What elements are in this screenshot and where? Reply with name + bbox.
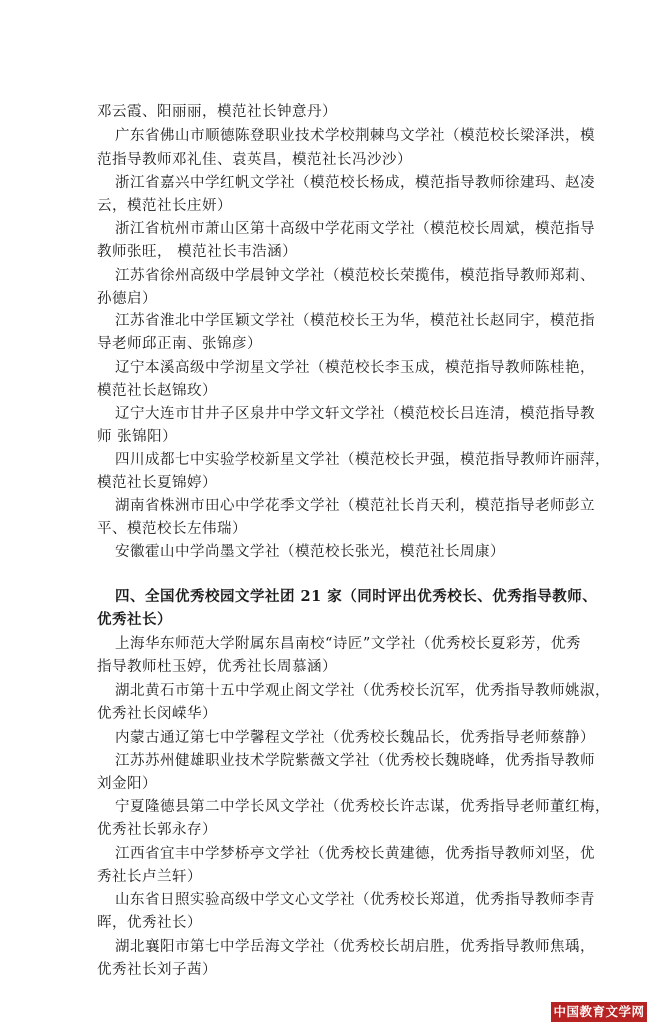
text-line: 湖南省株洲市田心中学花季文学社（模范社长肖天利，模范指导老师彭立: [115, 498, 595, 514]
text-line: 秀社长卢兰轩）: [97, 869, 202, 885]
text-line: 安徽霍山中学尚墨文学社（模范校长张光，模范社长周康）: [115, 544, 505, 560]
text-line: 辽宁本溪高级中学沏星文学社（模范校长李玉成，模范指导教师陈桂艳，: [115, 360, 595, 376]
text-line: 湖北黄石市第十五中学观止阁文学社（优秀校长沉军，优秀指导教师姚淑，: [115, 683, 610, 699]
text-line: 模范社长赵锦玫）: [97, 383, 217, 399]
text-line: 模范社长夏锦婷）: [97, 475, 217, 491]
text-line: 平、模范校长左伟瑞）: [97, 521, 247, 537]
text-line: 导老师邱正南、张锦彦）: [97, 336, 262, 352]
text-line: 广东省佛山市顺德陈登职业技术学校荆棘鸟文学社（模范校长梁泽洪，模: [115, 128, 595, 144]
text-line: 师 张锦阳）: [97, 429, 178, 445]
text-line: 教师张旺， 模范社长韦浩涵）: [97, 244, 298, 260]
text-line: 宁夏隆德县第二中学长风文学社（优秀校长许志谋，优秀指导老师董红梅，: [115, 799, 610, 815]
text-line: 孙德启）: [97, 291, 157, 307]
section-heading: 优秀社长）: [97, 611, 172, 628]
text-line: 上海华东师范大学附属东昌南校“诗匠”文学社（优秀校长夏彩芳，优秀: [115, 636, 581, 652]
text-line: 浙江省杭州市萧山区第十高级中学花雨文学社（模范校长周斌，模范指导: [115, 221, 595, 237]
text-line: 优秀社长刘子茜）: [97, 962, 217, 978]
site-watermark: 中国教育文学网: [551, 1002, 647, 1022]
text-line: 江苏省淮北中学匡颖文学社（模范校长王为华，模范社长赵同宇，模范指: [115, 313, 595, 329]
text-line: 江西省宜丰中学梦桥亭文学社（优秀校长黄建德，优秀指导教师刘坚，优: [115, 846, 595, 862]
text-line: 湖北襄阳市第七中学岳海文学社（优秀校长胡启胜，优秀指导教师焦瑀，: [115, 939, 595, 955]
text-line: 内蒙古通辽第七中学馨程文学社（优秀校长魏品长，优秀指导老师蔡静）: [115, 730, 595, 746]
text-line: 云，模范社长庄妍）: [97, 198, 232, 214]
text-line: 山东省日照实验高级中学文心文学社（优秀校长郑道，优秀指导教师李青: [115, 892, 595, 908]
text-line: 邓云霞、阳丽丽，模范社长钟意丹）: [97, 104, 337, 120]
text-line: 江苏省徐州高级中学晨钟文学社（模范校长荣揽伟，模范指导教师郑莉、: [115, 268, 595, 284]
section-heading: 四、全国优秀校园文学社团 21 家（同时评出优秀校长、优秀指导教师、: [115, 588, 598, 605]
text-line: 刘金阳）: [97, 776, 157, 792]
text-line: 四川成都七中实验学校新星文学社（模范校长尹强，模范指导教师许丽萍，: [115, 452, 610, 468]
text-line: 辽宁大连市甘井子区泉井中学文轩文学社（模范校长吕连清，模范指导教: [115, 406, 595, 422]
text-line: 优秀社长闵嵘华）: [97, 706, 217, 722]
text-line: 浙江省嘉兴中学红帆文学社（模范校长杨成，模范指导教师徐建玛、赵凌: [115, 175, 595, 191]
text-line: 优秀社长郭永存）: [97, 822, 217, 838]
text-line: 指导教师杜玉婷，优秀社长周慕涵）: [97, 659, 337, 675]
text-line: 江苏苏州健雄职业技术学院紫薇文学社（优秀校长魏晓峰，优秀指导教师: [115, 753, 595, 769]
text-line: 晖，优秀社长）: [97, 915, 202, 931]
text-line: 范指导教师邓礼佳、袁英昌，模范社长冯沙沙）: [97, 152, 412, 168]
